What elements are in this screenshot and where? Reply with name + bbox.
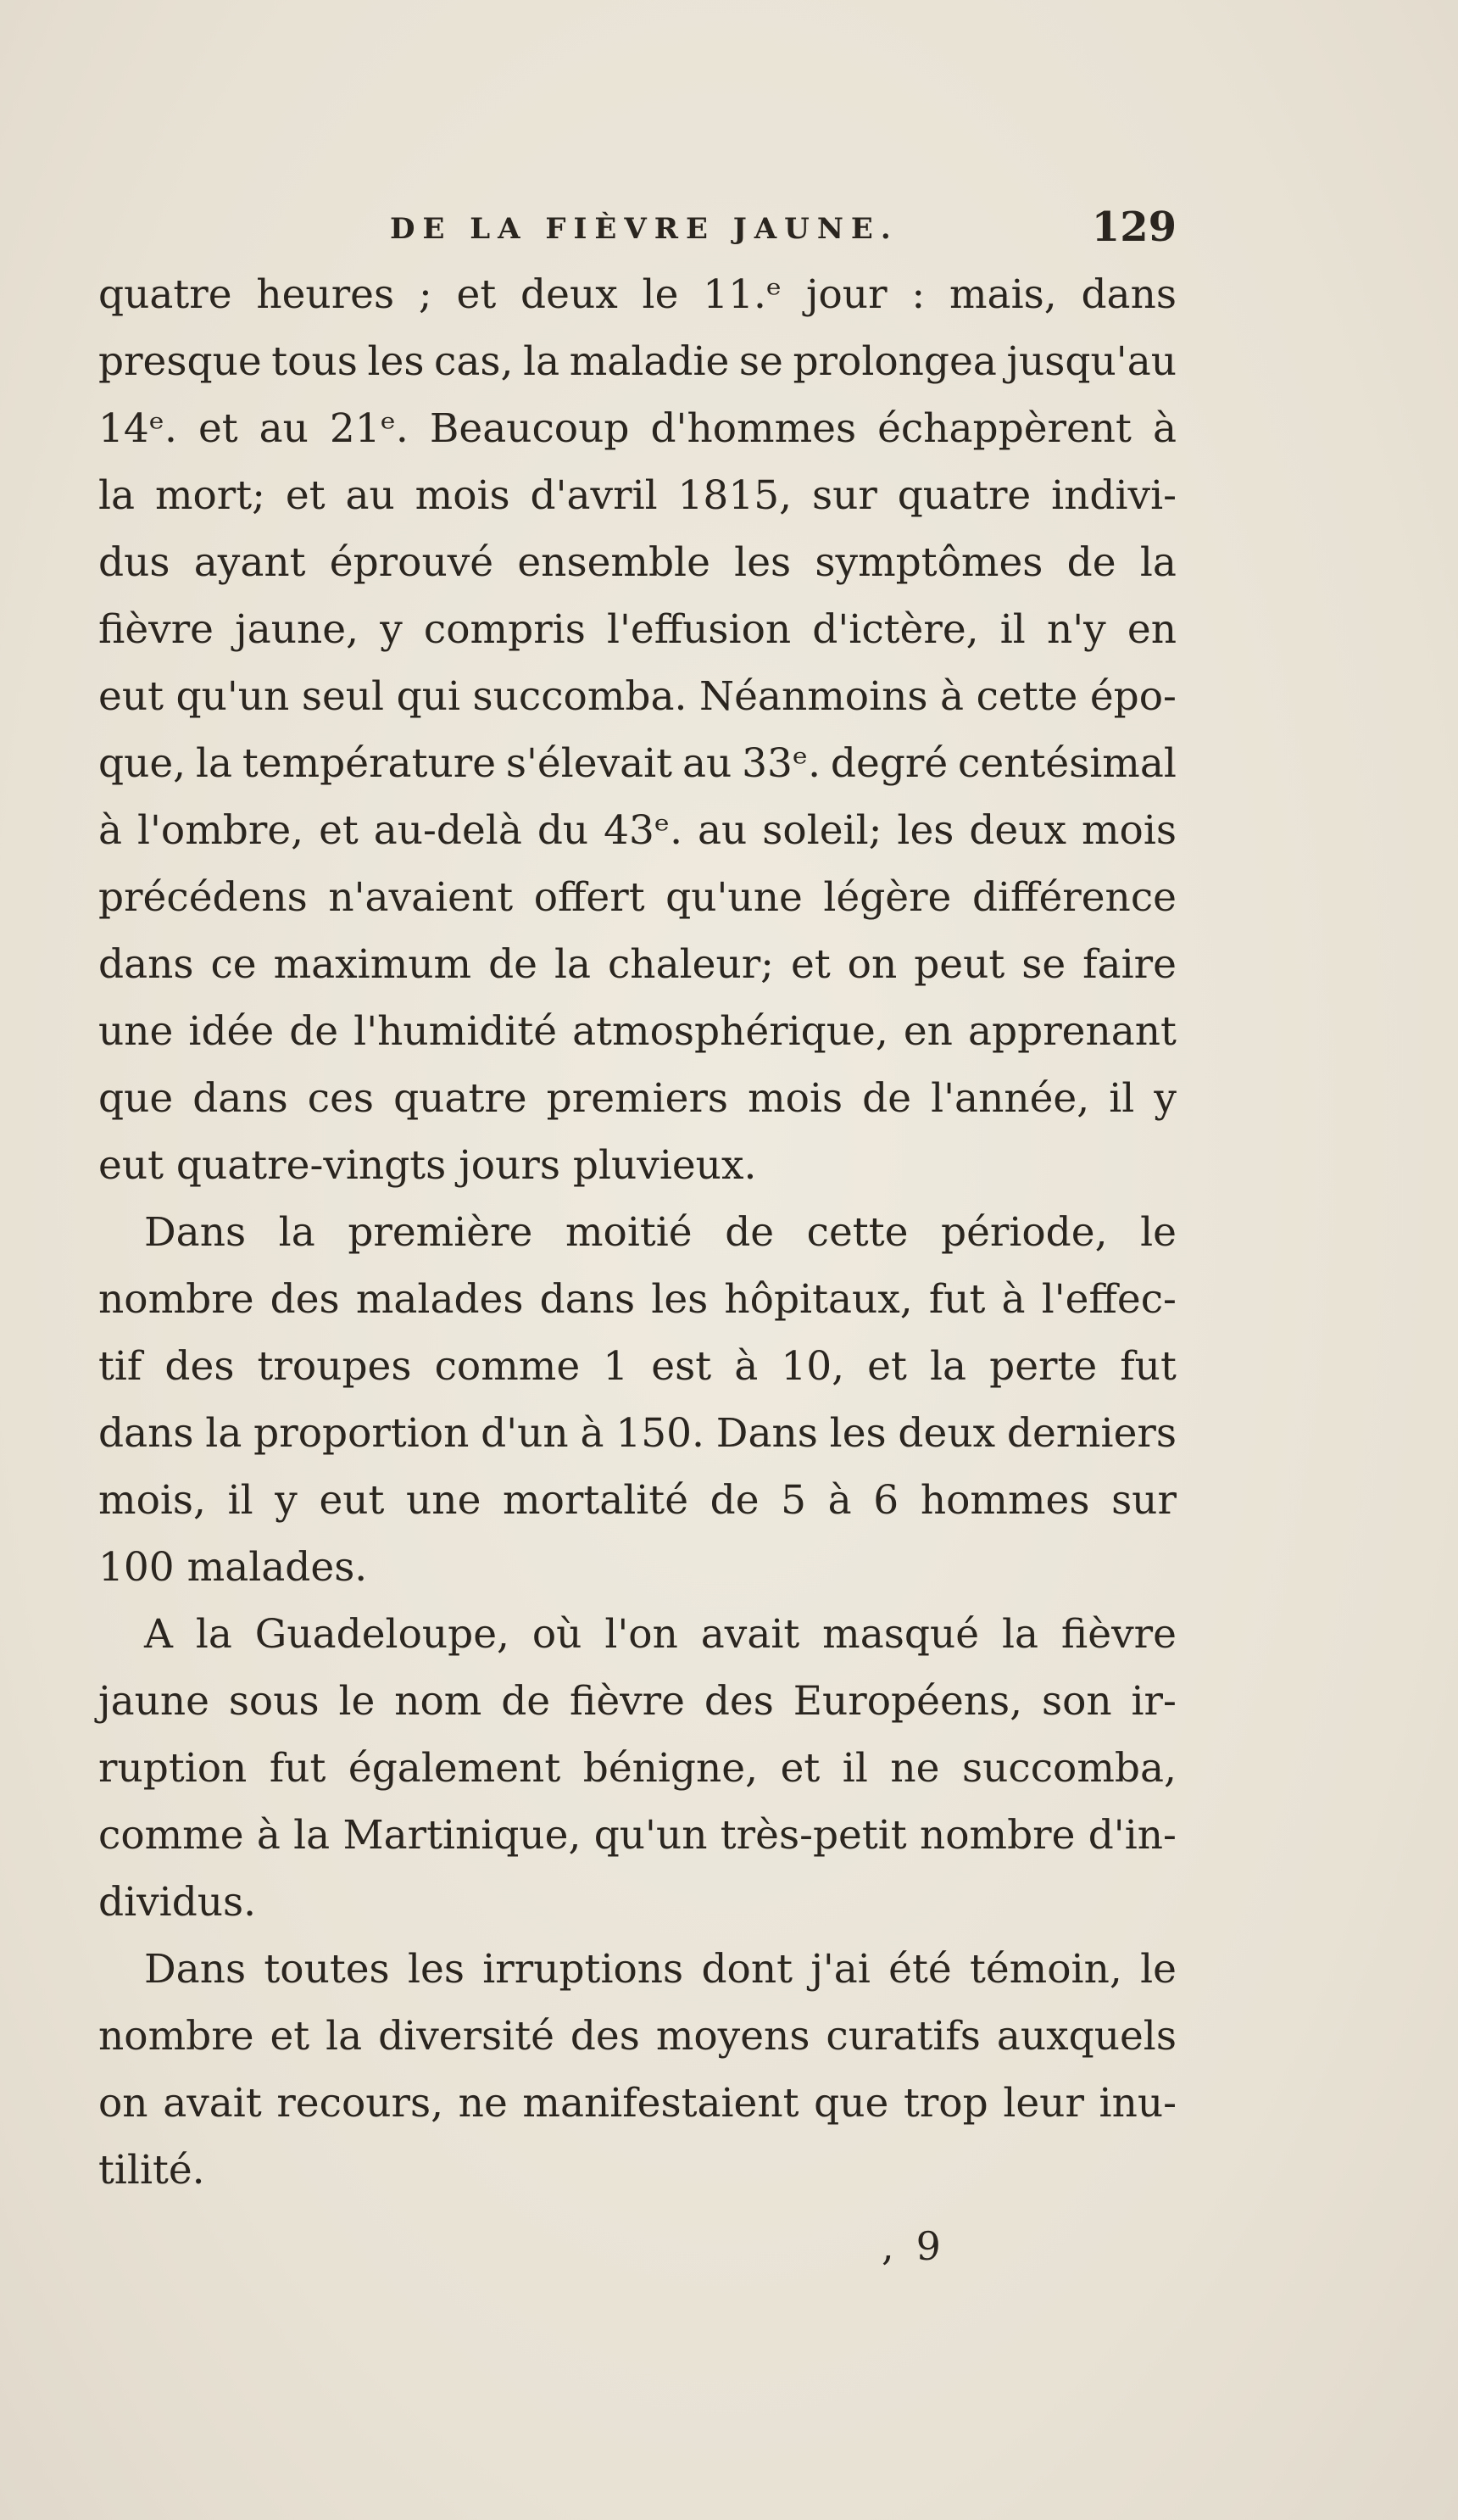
text-line: dus ayant éprouvé ensemble les symptômes de la: [98, 539, 1177, 586]
text-line: que dans ces quatre premiers mois de l'année, il y: [98, 1075, 1177, 1122]
text-line: une idée de l'humidité atmosphérique, en apprenant: [98, 1008, 1177, 1055]
text-line: tilité.: [98, 2147, 205, 2194]
text-line: nombre des malades dans les hôpitaux, fut à l'effec-: [98, 1276, 1177, 1323]
footer-mark: ,: [882, 2223, 894, 2269]
text-line: la mort; et au mois d'avril 1815, sur quatre indivi-: [98, 472, 1177, 519]
text-line: on avait recours, ne manifestaient que trop leur inu-: [98, 2080, 1177, 2127]
text-line: à l'ombre, et au-delà du 43ᵉ. au soleil; les deux mois: [98, 807, 1177, 854]
text-line: eut qu'un seul qui succomba. Néanmoins à cette épo-: [98, 673, 1177, 720]
text-line: que, la température s'élevait au 33ᵉ. degré centésimal: [98, 740, 1177, 787]
text-line: presque tous les cas, la maladie se prolongea jusqu'au: [98, 338, 1177, 385]
text-line: nombre et la diversité des moyens curatifs auxquels: [98, 2013, 1177, 2060]
text-line: ruption fut également bénigne, et il ne succomba,: [98, 1745, 1177, 1792]
paragraph: [98, 1601, 1177, 1936]
text-line: quatre heures ; et deux le 11.ᵉ jour : mais, dans: [98, 271, 1177, 318]
text-line: dans ce maximum de la chaleur; et on peut se faire: [98, 941, 1177, 988]
text-line: fièvre jaune, y compris l'effusion d'ictère, il n'y en: [98, 606, 1177, 653]
text-line: comme à la Martinique, qu'un très-petit nombre d'in-: [98, 1812, 1177, 1859]
text-line: dividus.: [98, 1879, 257, 1926]
paragraph: [98, 1199, 1177, 1601]
text-line: 100 malades.: [98, 1544, 368, 1591]
text-line: mois, il y eut une mortalité de 5 à 6 hommes sur: [98, 1477, 1177, 1524]
text-line: A la Guadeloupe, où l'on avait masqué la fièvre: [144, 1611, 1177, 1658]
running-title: DE LA FIÈVRE JAUNE.: [390, 212, 899, 246]
paragraph: [98, 261, 1177, 1199]
printer-signature: [882, 2223, 941, 2269]
text-line: Dans toutes les irruptions dont j'ai été témoin, le: [144, 1946, 1177, 1993]
page-number: 129: [1091, 203, 1177, 251]
body-text: [98, 261, 1177, 2204]
text-line: 14ᵉ. et au 21ᵉ. Beaucoup d'hommes échappèrent à: [98, 405, 1177, 452]
signature-number: 9: [915, 2223, 941, 2269]
text-line: eut quatre-vingts jours pluvieux.: [98, 1142, 757, 1189]
page-header: [98, 200, 1177, 268]
text-line: tif des troupes comme 1 est à 10, et la perte fut: [98, 1343, 1177, 1390]
text-line: jaune sous le nom de fièvre des Européens, son ir-: [98, 1678, 1177, 1725]
text-line: Dans la première moitié de cette période, le: [144, 1209, 1177, 1256]
text-line: précédens n'avaient offert qu'une légère différence: [98, 874, 1177, 921]
text-line: dans la proportion d'un à 150. Dans les deux derniers: [98, 1410, 1177, 1457]
paragraph: [98, 1936, 1177, 2204]
